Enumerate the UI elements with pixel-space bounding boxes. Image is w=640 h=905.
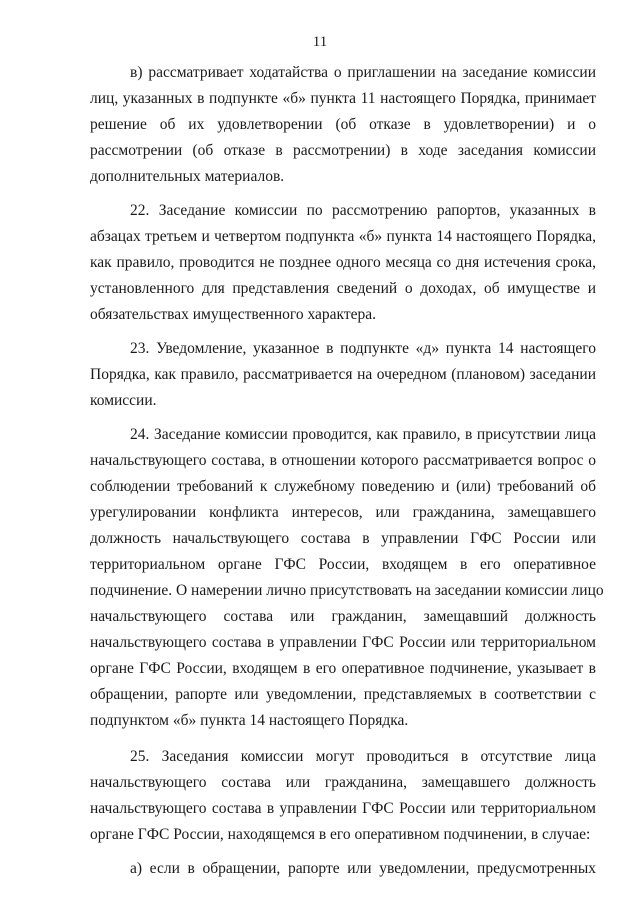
paragraph-v	[90, 60, 596, 190]
text-line: начальствующего состава или гражданин, замещавший должность	[90, 608, 596, 625]
text-line: 25. Заседания комиссии могут проводиться в отсутствие лица	[130, 748, 596, 765]
text-line: установленного для представления сведений о доходах, об имуществе и	[90, 280, 596, 297]
text-line: органе ГФС России, входящем в его оперативное подчинение, указывает в	[90, 660, 596, 677]
paragraph-22	[90, 198, 596, 328]
text-line: дополнительных материалов.	[90, 168, 285, 185]
paragraph-23	[90, 336, 596, 414]
text-line: урегулировании конфликта интересов, или гражданина, замещавшего	[90, 504, 596, 521]
text-line: территориальном органе ГФС России, входящем в его оперативное	[90, 556, 596, 573]
text-line: рассмотрении (об отказе в рассмотрении) в ходе заседания комиссии	[90, 142, 596, 159]
text-line: а) если в обращении, рапорте или уведомлении, предусмотренных	[130, 860, 596, 877]
text-line: обязательствах имущественного характера.	[90, 306, 377, 323]
text-line: 23. Уведомление, указанное в подпункте «д» пункта 14 настоящего	[130, 340, 596, 357]
text-line: начальствующего состава, в отношении которого рассматривается вопрос о	[90, 452, 596, 469]
text-line: 22. Заседание комиссии по рассмотрению рапортов, указанных в	[130, 202, 596, 219]
text-line: начальствующего состава в управлении ГФС России или территориальном	[90, 634, 596, 651]
text-line: как правило, проводится не позднее одного месяца со дня истечения срока,	[90, 254, 596, 271]
paragraph-a	[90, 856, 596, 882]
paragraph-24	[90, 422, 604, 734]
text-line: подчинение. О намерении лично присутствовать на заседании комиссии лицо	[90, 582, 604, 599]
text-line: начальствующего состава в управлении ГФС России или территориальном	[90, 800, 596, 817]
text-line: 24. Заседание комиссии проводится, как правило, в присутствии лица	[130, 426, 596, 443]
text-line: подпунктом «б» пункта 14 настоящего Порядка.	[90, 712, 409, 729]
text-line: обращении, рапорте или уведомлении, представляемых в соответствии с	[90, 686, 596, 703]
text-line: лиц, указанных в подпункте «б» пункта 11 настоящего Порядка, принимает	[90, 90, 596, 107]
paragraph-25	[90, 744, 596, 848]
text-line: Порядка, как правило, рассматривается на очередном (плановом) заседании	[90, 366, 596, 383]
text-line: абзацах третьем и четвертом подпункта «б» пункта 14 настоящего Порядка,	[90, 228, 596, 245]
text-line: решение об их удовлетворении (об отказе в удовлетворении) и о	[90, 116, 596, 133]
text-line: должность начальствующего состава в управлении ГФС России или	[90, 530, 596, 547]
text-line: органе ГФС России, находящемся в его оперативном подчинении, в случае:	[90, 826, 591, 843]
document-body	[90, 60, 604, 882]
text-line: в) рассматривает ходатайства о приглашении на заседание комиссии	[130, 64, 596, 81]
text-line: комиссии.	[90, 392, 157, 409]
text-line: соблюдении требований к служебному поведению и (или) требований об	[90, 478, 596, 495]
text-line: начальствующего состава или гражданина, замещавшего должность	[90, 774, 596, 791]
page-number: 11	[312, 34, 328, 50]
